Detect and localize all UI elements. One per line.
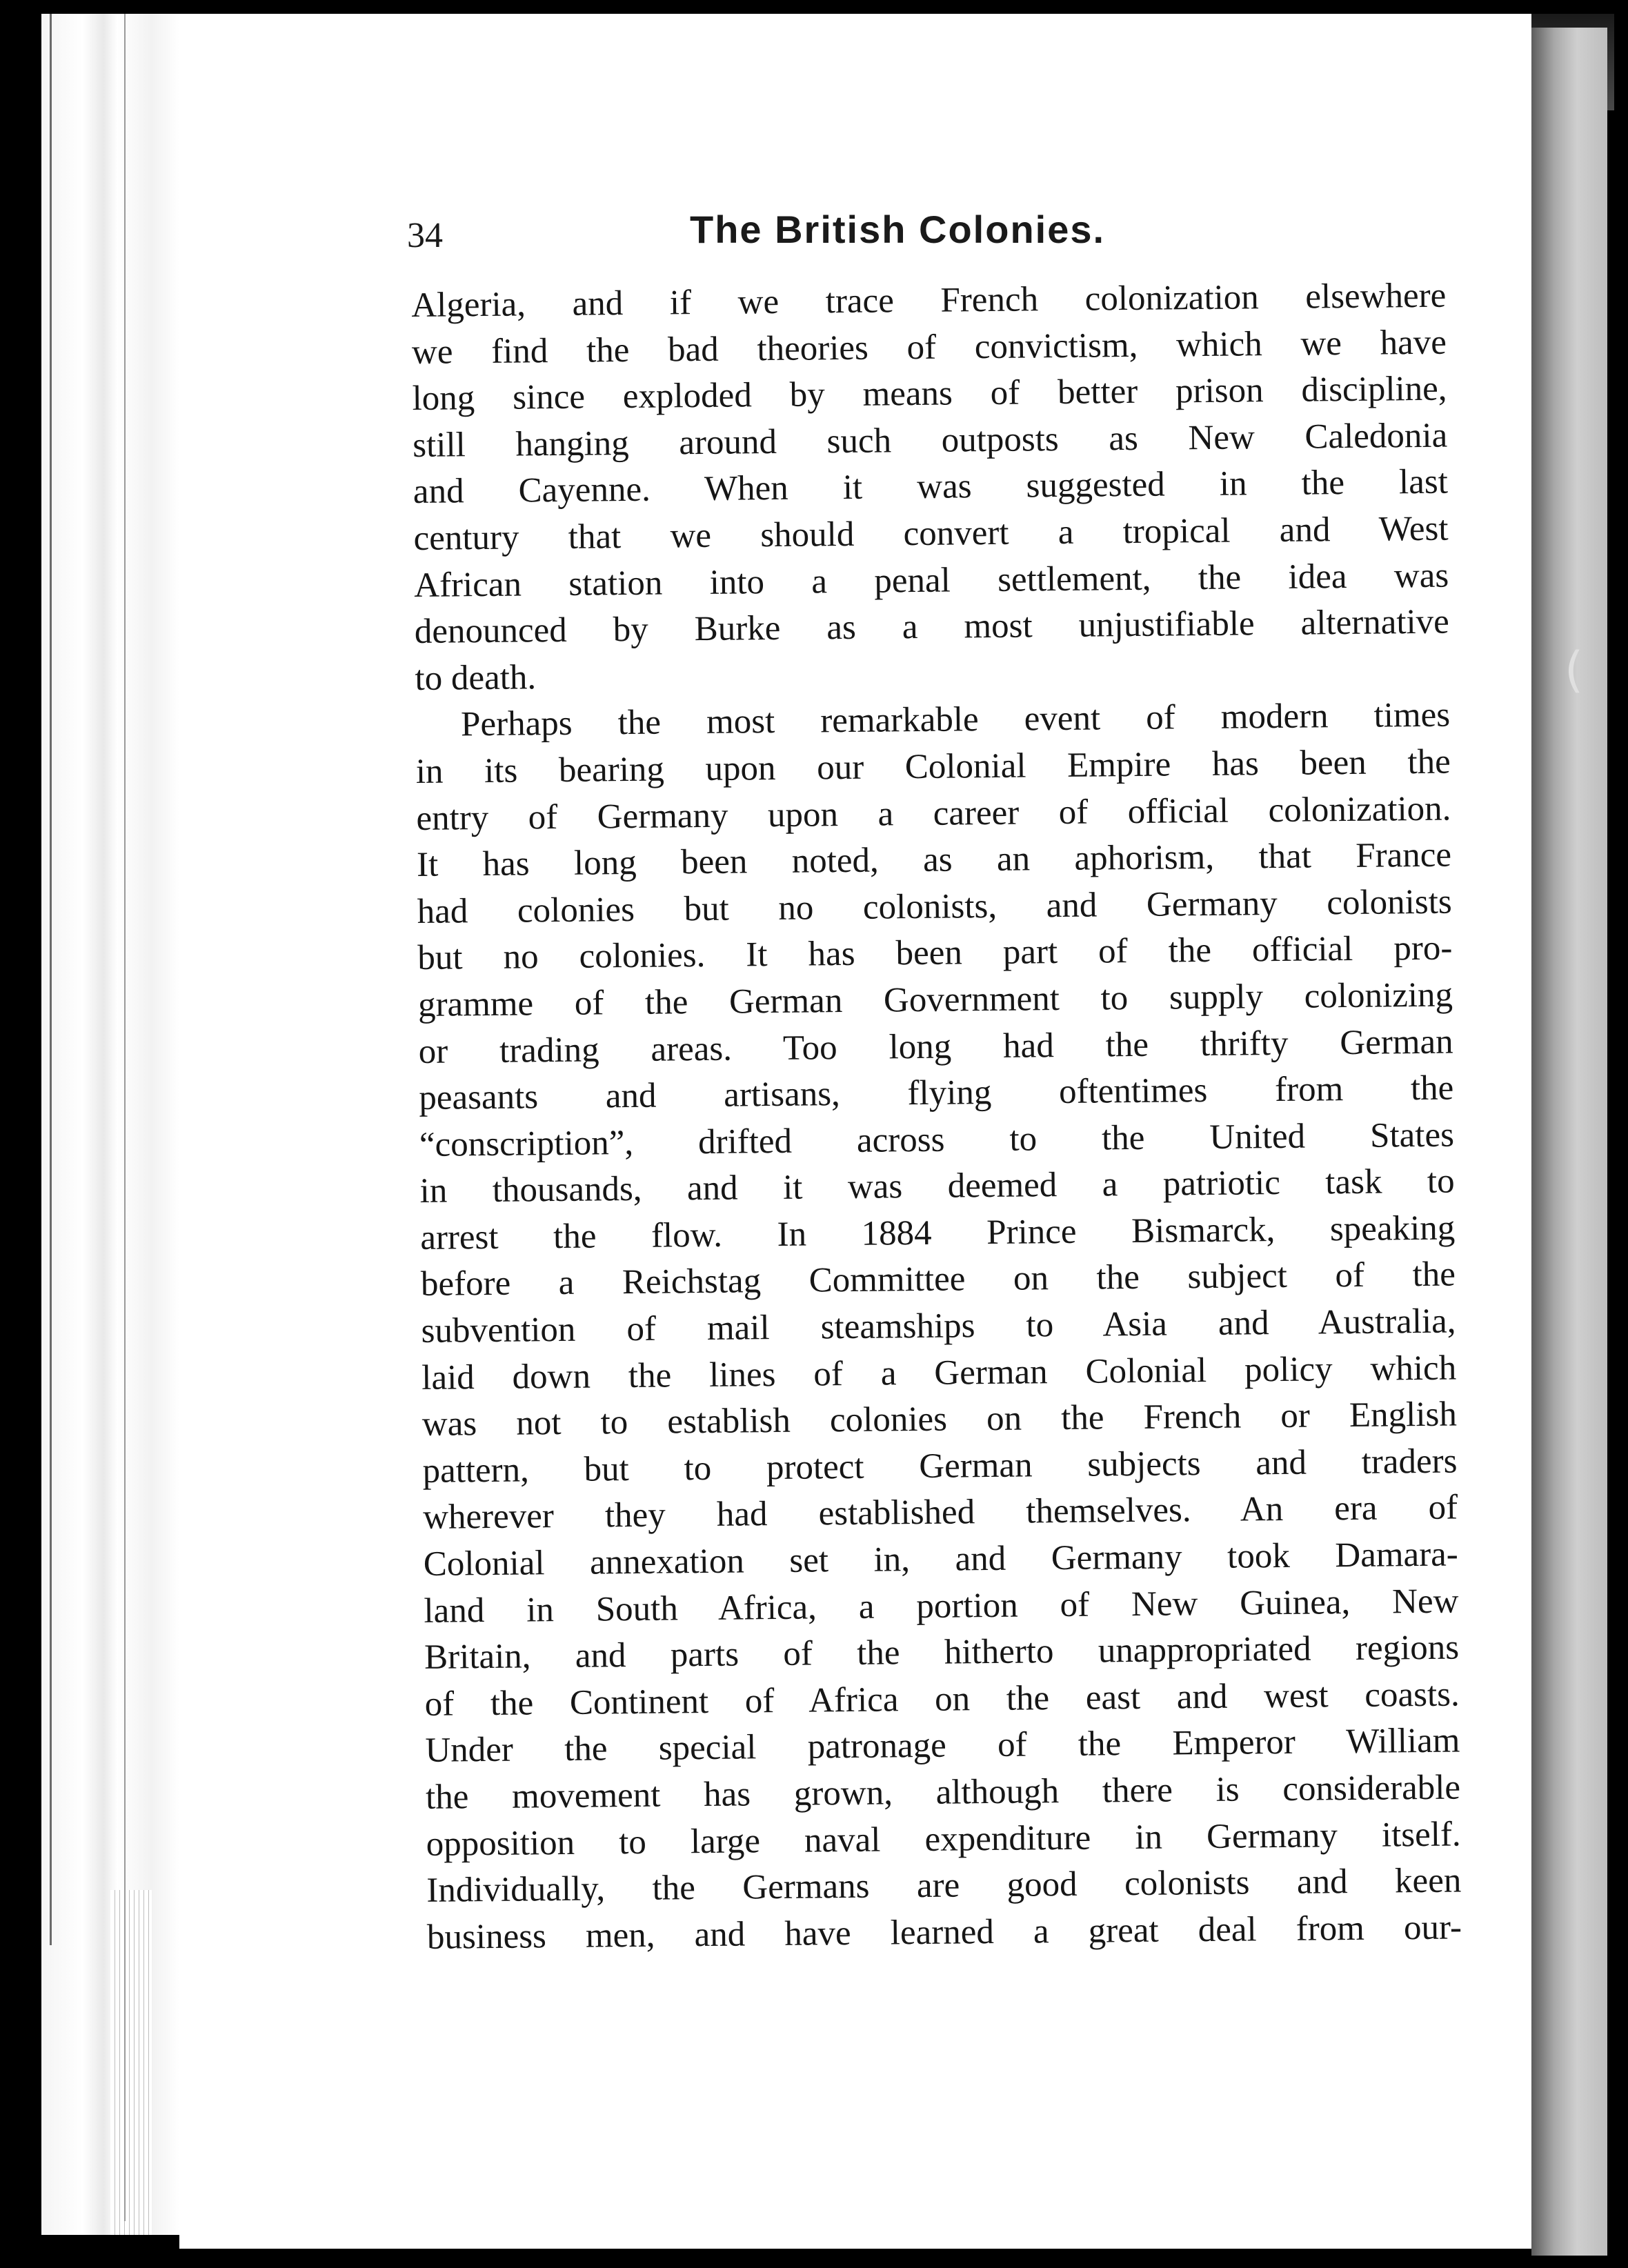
text-line: of the Continent of Africa on the east and west coasts. bbox=[424, 1675, 1460, 1724]
gutter-shadow bbox=[1531, 28, 1607, 2256]
text-line: wherever they had established themselves. An era of bbox=[422, 1488, 1458, 1538]
text-line: laid down the lines of a German Colonial policy which bbox=[421, 1349, 1457, 1397]
body-text bbox=[411, 273, 1462, 1962]
margin-mark: ( bbox=[1565, 641, 1584, 698]
text-line: still hanging around such outposts as New Caledonia bbox=[412, 416, 1448, 465]
text-line: long since exploded by means of better prison discipline, bbox=[412, 369, 1447, 419]
text-line: subvention of mail steamships to Asia and Australia, bbox=[421, 1302, 1456, 1351]
text-line: gramme of the German Government to supply colonizing bbox=[417, 975, 1453, 1024]
paragraph bbox=[411, 273, 1450, 703]
page-edges-left bbox=[41, 14, 179, 2235]
text-line: or trading areas. Too long had the thrifty German bbox=[418, 1022, 1453, 1071]
text-line: peasants and artisans, flying oftentimes from the bbox=[419, 1068, 1454, 1118]
text-line: Under the special patronage of the Emperor William bbox=[425, 1721, 1460, 1771]
text-line: arrest the flow. In 1884 Prince Bismarck, speaking bbox=[420, 1208, 1456, 1257]
text-line: in its bearing upon our Colonial Empire has been the bbox=[415, 742, 1451, 791]
text-line: had colonies but no colonists, and Germany colonists bbox=[417, 882, 1452, 931]
text-line: was not to establish colonies on the French or English bbox=[421, 1395, 1458, 1444]
text-line: century that we should convert a tropical and West bbox=[413, 509, 1449, 558]
text-line: before a Reichstag Committee on the subject of the bbox=[420, 1255, 1456, 1304]
text-line: to death. bbox=[415, 658, 537, 698]
text-line: opposition to large naval expenditure in Germany itself. bbox=[426, 1815, 1461, 1864]
text-line: in thousands, and it was deemed a patriotic task to bbox=[419, 1162, 1455, 1211]
text-line: Algeria, and if we trace French colonization elsewhere bbox=[411, 276, 1447, 325]
text-line: denounced by Burke as a most unjustifiable alternative bbox=[414, 602, 1450, 652]
text-line: Britain, and parts of the hitherto unappropriated regions bbox=[424, 1628, 1460, 1678]
paragraph bbox=[415, 693, 1462, 1961]
text-line: business men, and have learned a great deal from our- bbox=[426, 1908, 1462, 1957]
text-line: African station into a penal settlement, the idea was bbox=[413, 556, 1449, 605]
text-line: pattern, but to protect German subjects and traders bbox=[422, 1442, 1458, 1491]
page-edge-line bbox=[50, 14, 52, 1945]
text-line: entry of Germany upon a career of official colonization. bbox=[416, 789, 1451, 838]
text-line: but no colonies. It has been part of the official pro- bbox=[417, 928, 1453, 978]
text-line: “conscription”, drifted across to the United States bbox=[419, 1115, 1455, 1164]
text-line: It has long been noted, as an aphorism, that France bbox=[416, 835, 1452, 885]
text-line: Colonial annexation set in, and Germany took Damara- bbox=[423, 1535, 1459, 1584]
text-line: the movement has grown, although there is considerable bbox=[425, 1768, 1461, 1817]
page-edge-line bbox=[124, 14, 126, 2221]
page-header bbox=[407, 207, 1442, 269]
text-line: Individually, the Germans are good colonists and keen bbox=[426, 1861, 1462, 1911]
text-line: we find the bad theories of convictism, which we have bbox=[411, 323, 1447, 372]
text-line: land in South Africa, a portion of New Guinea, New bbox=[424, 1582, 1459, 1631]
text-line: and Cayenne. When it was suggested in the last bbox=[413, 462, 1449, 512]
page-number: 34 bbox=[407, 216, 443, 255]
running-title: The British Colonies. bbox=[690, 208, 1106, 251]
text-line: Perhaps the most remarkable event of modern times bbox=[460, 695, 1451, 744]
